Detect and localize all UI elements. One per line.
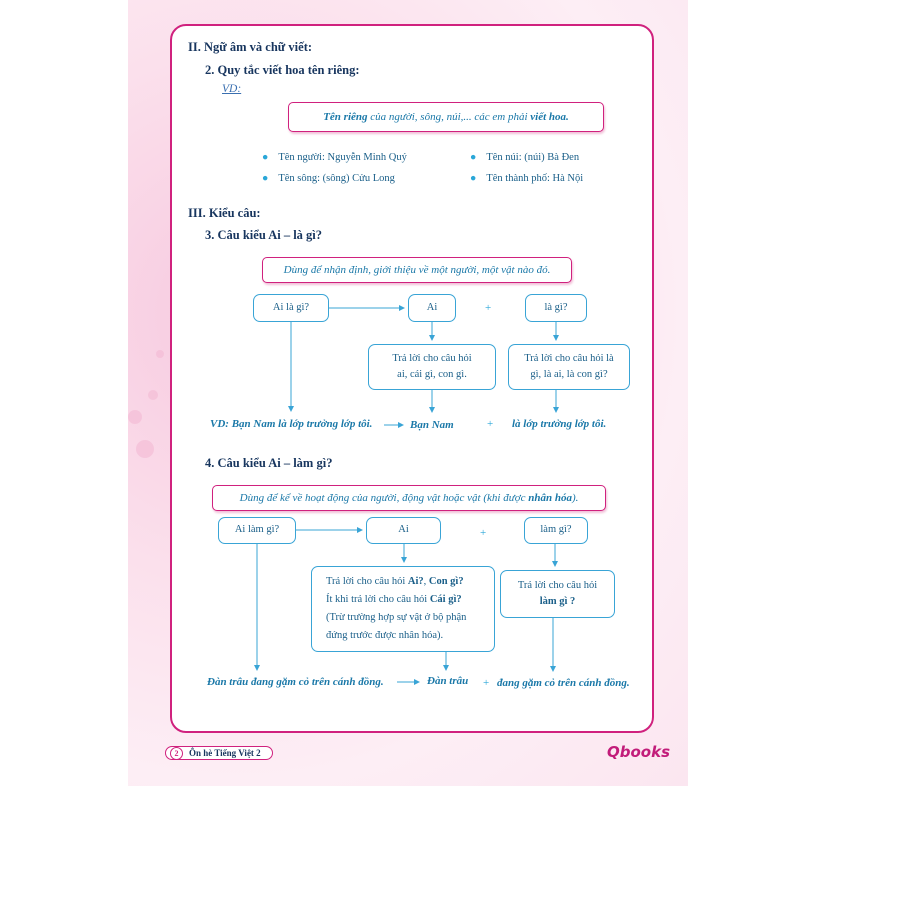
bullet-ten-thanh-pho: ● Tên thành phố: Hà Nội	[470, 173, 584, 184]
note-bold-ten-rieng: Tên riêng	[323, 111, 368, 123]
section-title-ngu-am: II. Ngữ âm và chữ viết:	[188, 40, 313, 54]
plus-sign: +	[485, 302, 492, 314]
box-answer-ai-2: Trả lời cho câu hỏi Ai?, Con gì? Ít khi trả lời cho câu hỏi Cái gì? (Trừ trường hợp sự vật ở bộ phận đứng trước được nhân hóa).	[311, 566, 495, 652]
page-number: 2	[170, 747, 183, 760]
vd-label: VD:	[222, 83, 242, 95]
bullet-ten-nguoi: ● Tên người: Nguyễn Minh Quý	[262, 152, 407, 163]
qbooks-logo: Qbooks	[607, 743, 671, 761]
footer-book-label	[165, 746, 273, 760]
example-sentence-2: Đàn trâu đang gặm cỏ trên cánh đồng.	[207, 676, 384, 688]
box-answer-ai: Trả lời cho câu hỏi ai, cái gì, con gì.	[368, 344, 496, 390]
section-title-kieu-cau: III. Kiểu câu:	[188, 206, 261, 220]
note-text: của người, sông, núi,... các em phải	[367, 111, 531, 123]
example-predicate-1: là lớp trưởng lớp tôi.	[512, 418, 607, 430]
example-predicate-2: đang gặm cỏ trên cánh đồng.	[497, 677, 630, 689]
box-ai-2: Ai	[366, 517, 441, 544]
subtitle-ai-lam-gi: 4. Câu kiểu Ai – làm gì?	[205, 456, 333, 470]
plus-sign: +	[483, 677, 490, 689]
box-ai: Ai	[408, 294, 456, 322]
box-lam-gi: làm gì?	[524, 517, 588, 544]
bullet-ten-song: ● Tên sông: (sông) Cửu Long	[262, 173, 395, 184]
example-sentence-1: VD: Bạn Nam là lớp trưởng lớp tôi.	[210, 418, 373, 430]
box-answer-lam-gi: Trả lời cho câu hỏi làm gì ?	[500, 570, 615, 618]
box-ai-la-gi: Ai là gì?	[253, 294, 329, 322]
book-title: Ôn hè Tiếng Việt 2	[189, 748, 261, 758]
note-ai-lam-gi: Dùng để kể về hoạt động của người, động vật hoặc vật (khi được nhân hóa).	[212, 485, 606, 511]
box-la-gi: là gì?	[525, 294, 587, 322]
note-bold-viet-hoa: viết hoa.	[530, 111, 569, 123]
plus-sign: +	[487, 418, 494, 430]
bullet-ten-nui: ● Tên núi: (núi) Bà Đen	[470, 152, 580, 163]
box-ai-lam-gi: Ai làm gì?	[218, 517, 296, 544]
subtitle-ai-la-gi: 3. Câu kiểu Ai – là gì?	[205, 228, 323, 242]
box-answer-la-gi: Trả lời cho câu hỏi là gì, là ai, là con gì?	[508, 344, 630, 390]
example-subject-1: Bạn Nam	[410, 419, 454, 431]
example-subject-2: Đàn trâu	[427, 675, 469, 687]
plus-sign: +	[480, 527, 487, 539]
note-ai-la-gi: Dùng để nhận định, giới thiệu về một người, một vật nào đó.	[262, 257, 572, 283]
subtitle-quy-tac: 2. Quy tắc viết hoa tên riêng:	[205, 63, 360, 77]
